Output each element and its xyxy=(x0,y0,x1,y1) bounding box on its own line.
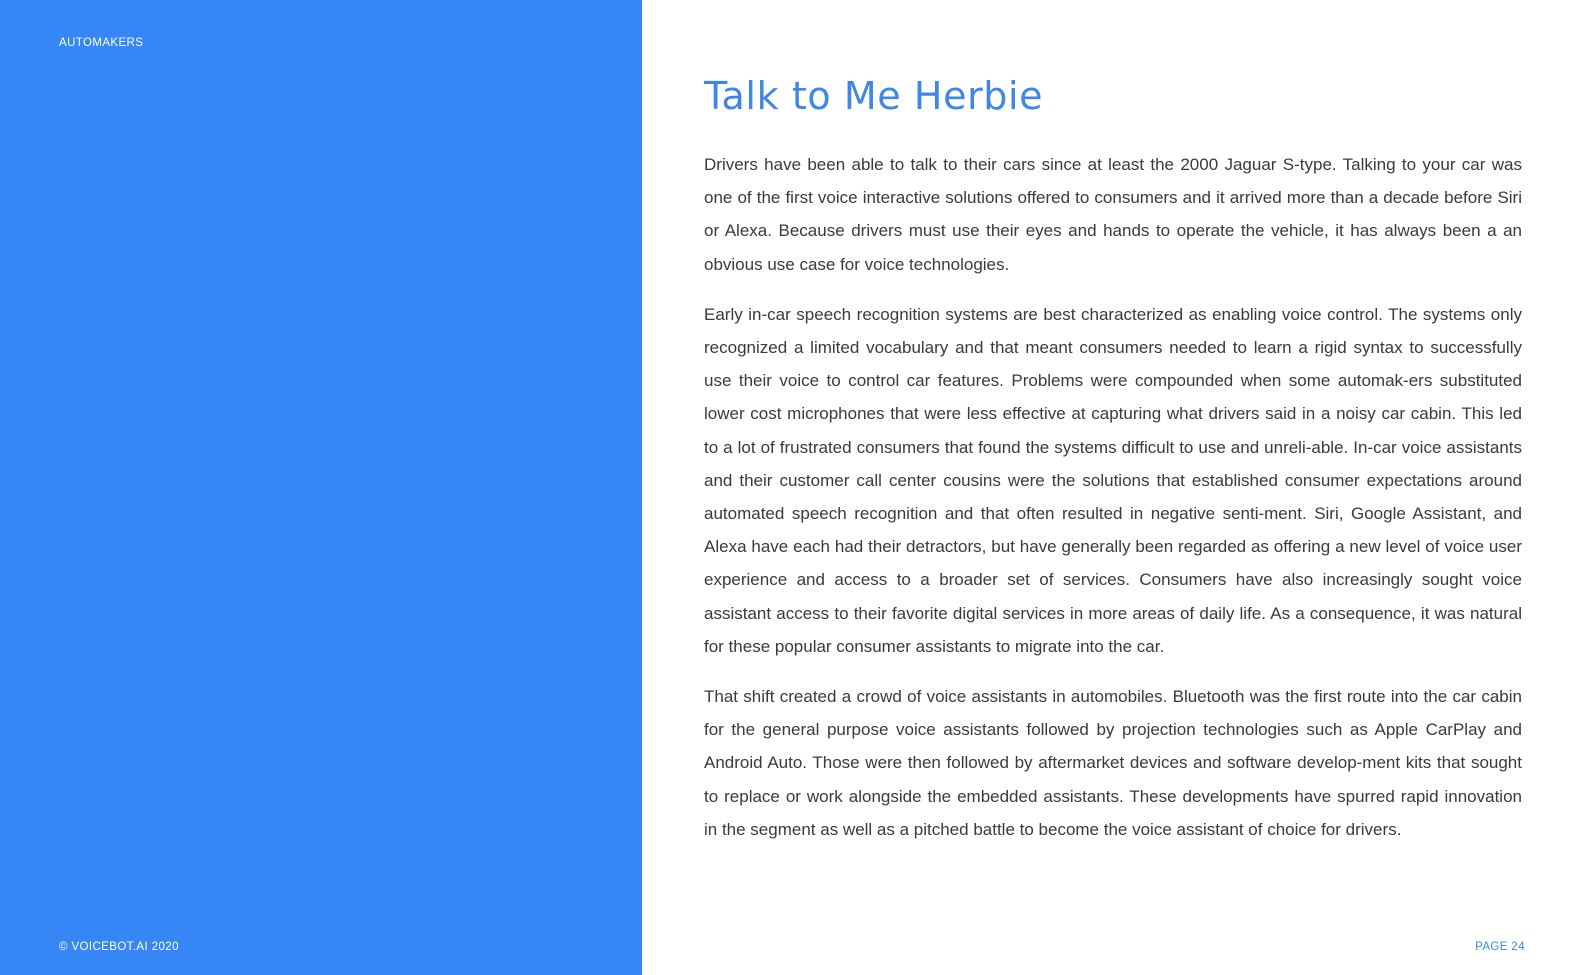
page-number: PAGE 24 xyxy=(1475,941,1525,953)
paragraph: Early in-car speech recognition systems are best characterized as enabling voice control. The systems only recognized a limited vocabulary and that meant consumers needed to learn a rigid syntax to successfully use their voice to control car features. Problems were compounded when some automak-ers substituted lower cost microphones that were less effective at capturing what drivers said in a noisy car cabin. This led to a lot of frustrated consumers that found the systems difficult to use and unreli-able. In-car voice assistants and their customer call center cousins were the solutions that established consumer expectations around automated speech recognition and that often resulted in negative senti-ment. Siri, Google Assistant, and Alexa have each had their detractors, but have generally been regarded as offering a new level of voice user experience and access to a broader set of services. Consumers have also increasingly sought voice assistant access to their favorite digital services in more areas of daily life. As a consequence, it was natural for these popular consumer assistants to migrate into the car. xyxy=(704,304,1522,656)
section-label: AUTOMAKERS xyxy=(59,37,144,49)
paragraph: Drivers have been able to talk to their cars since at least the 2000 Jaguar S-type. Talking to your car was one of the first voice interactive solutions offered to consumers and it arrived more than a decade before Siri or Alexa. Because drivers must use their eyes and hands to operate the vehicle, it has always been a an obvious use case for voice technologies. xyxy=(704,155,1522,274)
article-body xyxy=(704,148,1522,863)
copyright-footer: © VOICEBOT.AI 2020 xyxy=(59,941,179,953)
article-panel xyxy=(642,0,1583,975)
paragraph: That shift created a crowd of voice assistants in automobiles. Bluetooth was the first route into the car cabin for the general purpose voice assistants followed by projection technologies such as Apple CarPlay and Android Auto. Those were then followed by aftermarket devices and software develop-ment kits that sought to replace or work alongside the embedded assistants. These developments have spurred rapid innovation in the segment as well as a pitched battle to become the voice assistant of choice for drivers. xyxy=(704,687,1522,839)
page-title: Talk to Me Herbie xyxy=(704,74,1044,118)
sidebar-panel xyxy=(0,0,642,975)
